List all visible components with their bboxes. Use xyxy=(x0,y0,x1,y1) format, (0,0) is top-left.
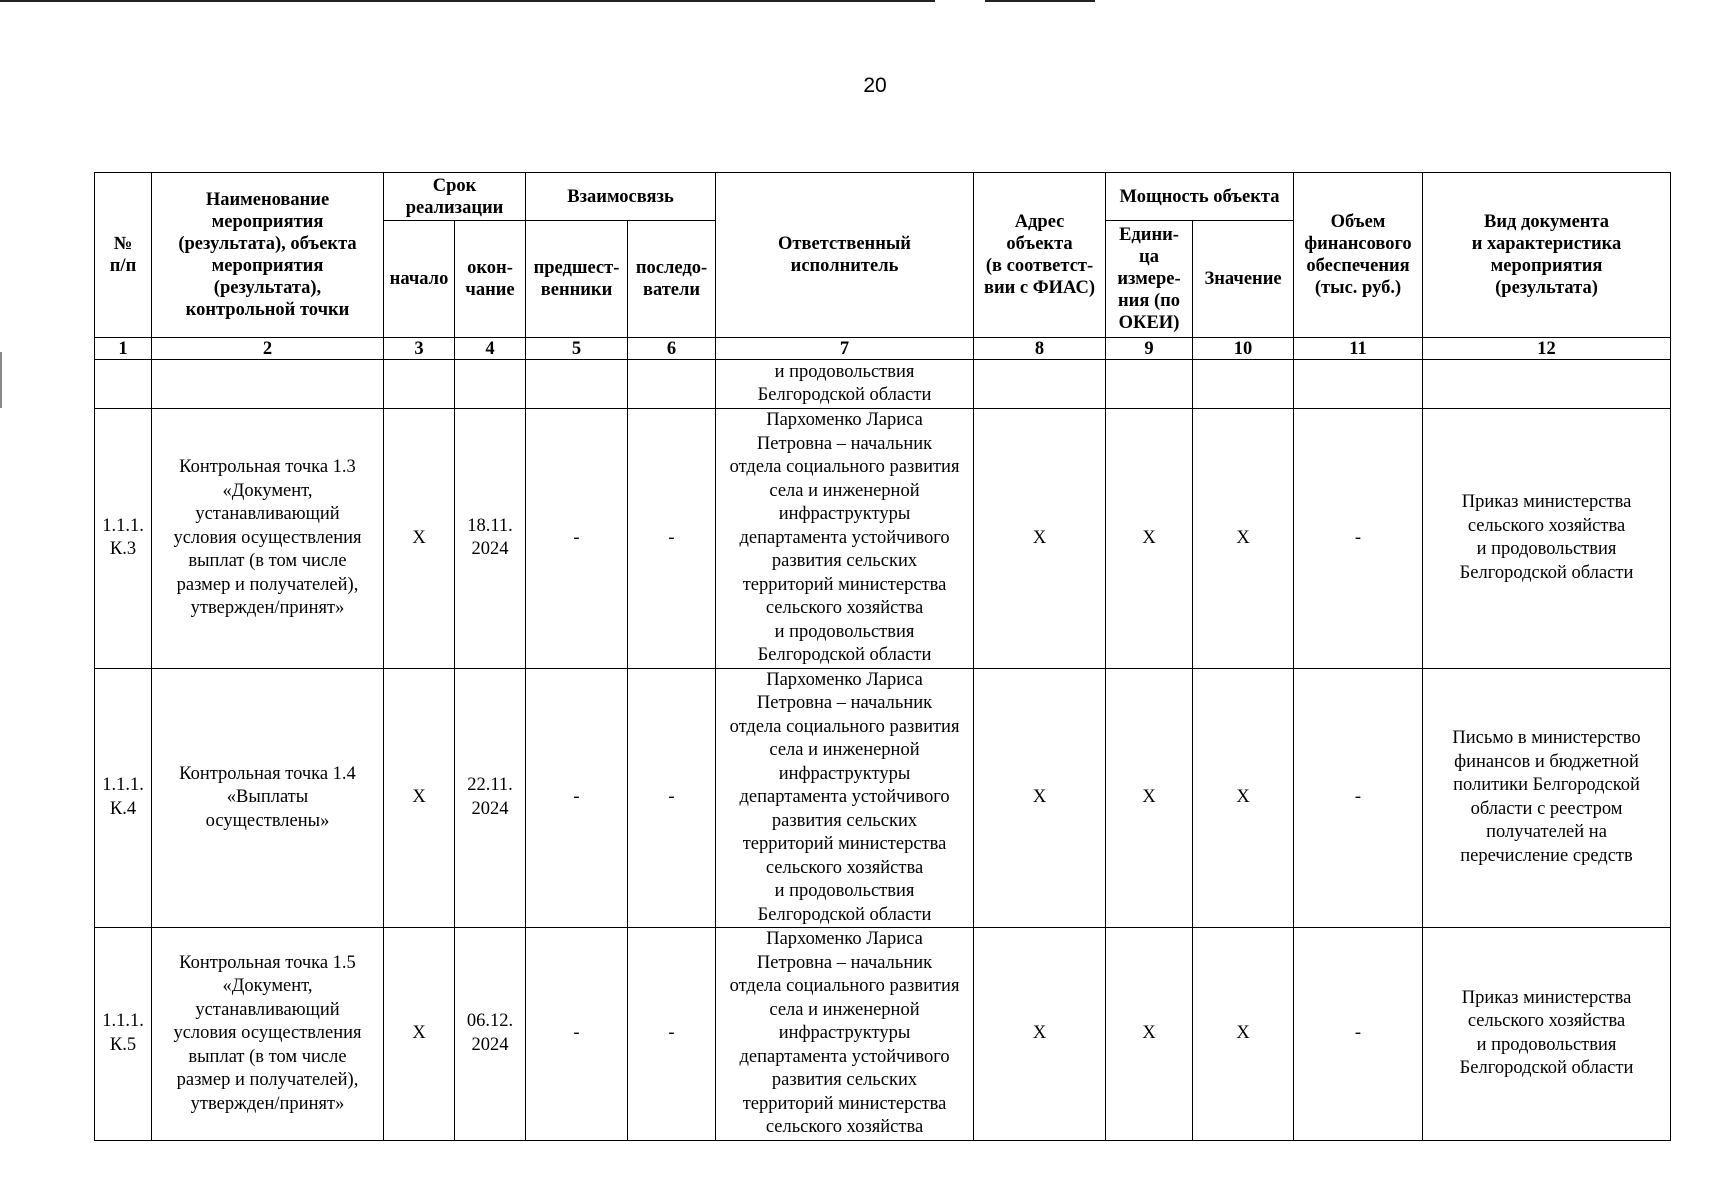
empty-cell xyxy=(384,360,455,409)
row-name: Контрольная точка 1.4 «Выплаты осуществлены» xyxy=(152,668,384,928)
column-number: 8 xyxy=(974,338,1106,360)
header-address: Адрес объекта (в соответст- вии с ФИАС) xyxy=(974,173,1106,338)
row-unit: X xyxy=(1106,409,1193,669)
table-row xyxy=(95,668,1671,928)
column-number: 4 xyxy=(455,338,526,360)
empty-cell xyxy=(455,360,526,409)
column-number: 9 xyxy=(1106,338,1193,360)
row-id: 1.1.1. К.5 xyxy=(95,928,152,1141)
page-number: 20 xyxy=(863,74,887,97)
row-value: X xyxy=(1193,928,1294,1141)
row-unit: X xyxy=(1106,668,1193,928)
header-no: № п/п xyxy=(95,173,152,338)
header-prev: предшест- венники xyxy=(526,221,628,338)
empty-cell xyxy=(95,360,152,409)
empty-cell xyxy=(974,360,1106,409)
header-end: окон- чание xyxy=(455,221,526,338)
column-number: 1 xyxy=(95,338,152,360)
row-address: X xyxy=(974,668,1106,928)
empty-cell xyxy=(1193,360,1294,409)
table-row xyxy=(95,409,1671,669)
header-link: Взаимосвязь xyxy=(526,173,716,221)
empty-cell xyxy=(526,360,628,409)
column-number: 5 xyxy=(526,338,628,360)
row-prev: - xyxy=(526,668,628,928)
row-value: X xyxy=(1193,409,1294,669)
row-funding: - xyxy=(1294,668,1423,928)
column-number: 7 xyxy=(716,338,974,360)
row-address: X xyxy=(974,409,1106,669)
header-term: Срок реализации xyxy=(384,173,526,221)
row-prev: - xyxy=(526,409,628,669)
row-name: Контрольная точка 1.3 «Документ, устанавливающий условия осуществления выплат (в том числе размер и получателей), утвержден/принят» xyxy=(152,409,384,669)
responsible-continuation: и продовольствия Белгородской области xyxy=(716,360,974,409)
row-responsible: Пархоменко Лариса Петровна – начальник отдела социального развития села и инженерной инфраструктуры департамента устойчивого развития сельских территорий министерства сельского хозяйства и продовольствия Белгородской области xyxy=(716,409,974,669)
row-next: - xyxy=(628,668,716,928)
empty-cell xyxy=(1106,360,1193,409)
column-number: 10 xyxy=(1193,338,1294,360)
row-next: - xyxy=(628,928,716,1141)
row-funding: - xyxy=(1294,928,1423,1141)
row-doc: Приказ министерства сельского хозяйства и продовольствия Белгородской области xyxy=(1423,928,1671,1141)
header-funding: Объем финансового обеспечения (тыс. руб.) xyxy=(1294,173,1423,338)
row-funding: - xyxy=(1294,409,1423,669)
row-next: - xyxy=(628,409,716,669)
row-id: 1.1.1. К.4 xyxy=(95,668,152,928)
header-name: Наименование мероприятия (результата), объекта мероприятия (результата), контрольной точки xyxy=(152,173,384,338)
header-unit: Едини- ца измере- ния (по ОКЕИ) xyxy=(1106,221,1193,338)
empty-cell xyxy=(1423,360,1671,409)
header-responsible: Ответственный исполнитель xyxy=(716,173,974,338)
row-unit: X xyxy=(1106,928,1193,1141)
row-start: X xyxy=(384,928,455,1141)
header-next: последо- ватели xyxy=(628,221,716,338)
header-start: начало xyxy=(384,221,455,338)
left-margin-mark xyxy=(0,352,2,408)
top-rule-left xyxy=(0,0,935,2)
row-doc: Приказ министерства сельского хозяйства и продовольствия Белгородской области xyxy=(1423,409,1671,669)
row-value: X xyxy=(1193,668,1294,928)
row-end: 18.11. 2024 xyxy=(455,409,526,669)
header-capacity: Мощность объекта xyxy=(1106,173,1294,221)
row-responsible: Пархоменко Лариса Петровна – начальник отдела социального развития села и инженерной инфраструктуры департамента устойчивого развития сельских территорий министерства сельского хозяйства xyxy=(716,928,974,1141)
empty-cell xyxy=(628,360,716,409)
row-doc: Письмо в министерство финансов и бюджетной политики Белгородской области с реестром получателей на перечисление средств xyxy=(1423,668,1671,928)
row-end: 06.12. 2024 xyxy=(455,928,526,1141)
plan-table xyxy=(94,172,1671,1141)
column-number: 11 xyxy=(1294,338,1423,360)
empty-cell xyxy=(1294,360,1423,409)
column-number: 2 xyxy=(152,338,384,360)
continuation-row xyxy=(95,360,1671,409)
row-start: X xyxy=(384,668,455,928)
header-value: Значение xyxy=(1193,221,1294,338)
column-number: 3 xyxy=(384,338,455,360)
header-doc: Вид документа и характеристика мероприятия (результата) xyxy=(1423,173,1671,338)
row-end: 22.11. 2024 xyxy=(455,668,526,928)
row-name: Контрольная точка 1.5 «Документ, устанавливающий условия осуществления выплат (в том числе размер и получателей), утвержден/принят» xyxy=(152,928,384,1141)
row-id: 1.1.1. К.3 xyxy=(95,409,152,669)
row-address: X xyxy=(974,928,1106,1141)
row-prev: - xyxy=(526,928,628,1141)
top-rule-right xyxy=(985,0,1095,2)
column-number: 6 xyxy=(628,338,716,360)
empty-cell xyxy=(152,360,384,409)
table-row xyxy=(95,928,1671,1141)
row-start: X xyxy=(384,409,455,669)
column-number: 12 xyxy=(1423,338,1671,360)
row-responsible: Пархоменко Лариса Петровна – начальник отдела социального развития села и инженерной инфраструктуры департамента устойчивого развития сельских территорий министерства сельского хозяйства и продовольствия Белгородской области xyxy=(716,668,974,928)
